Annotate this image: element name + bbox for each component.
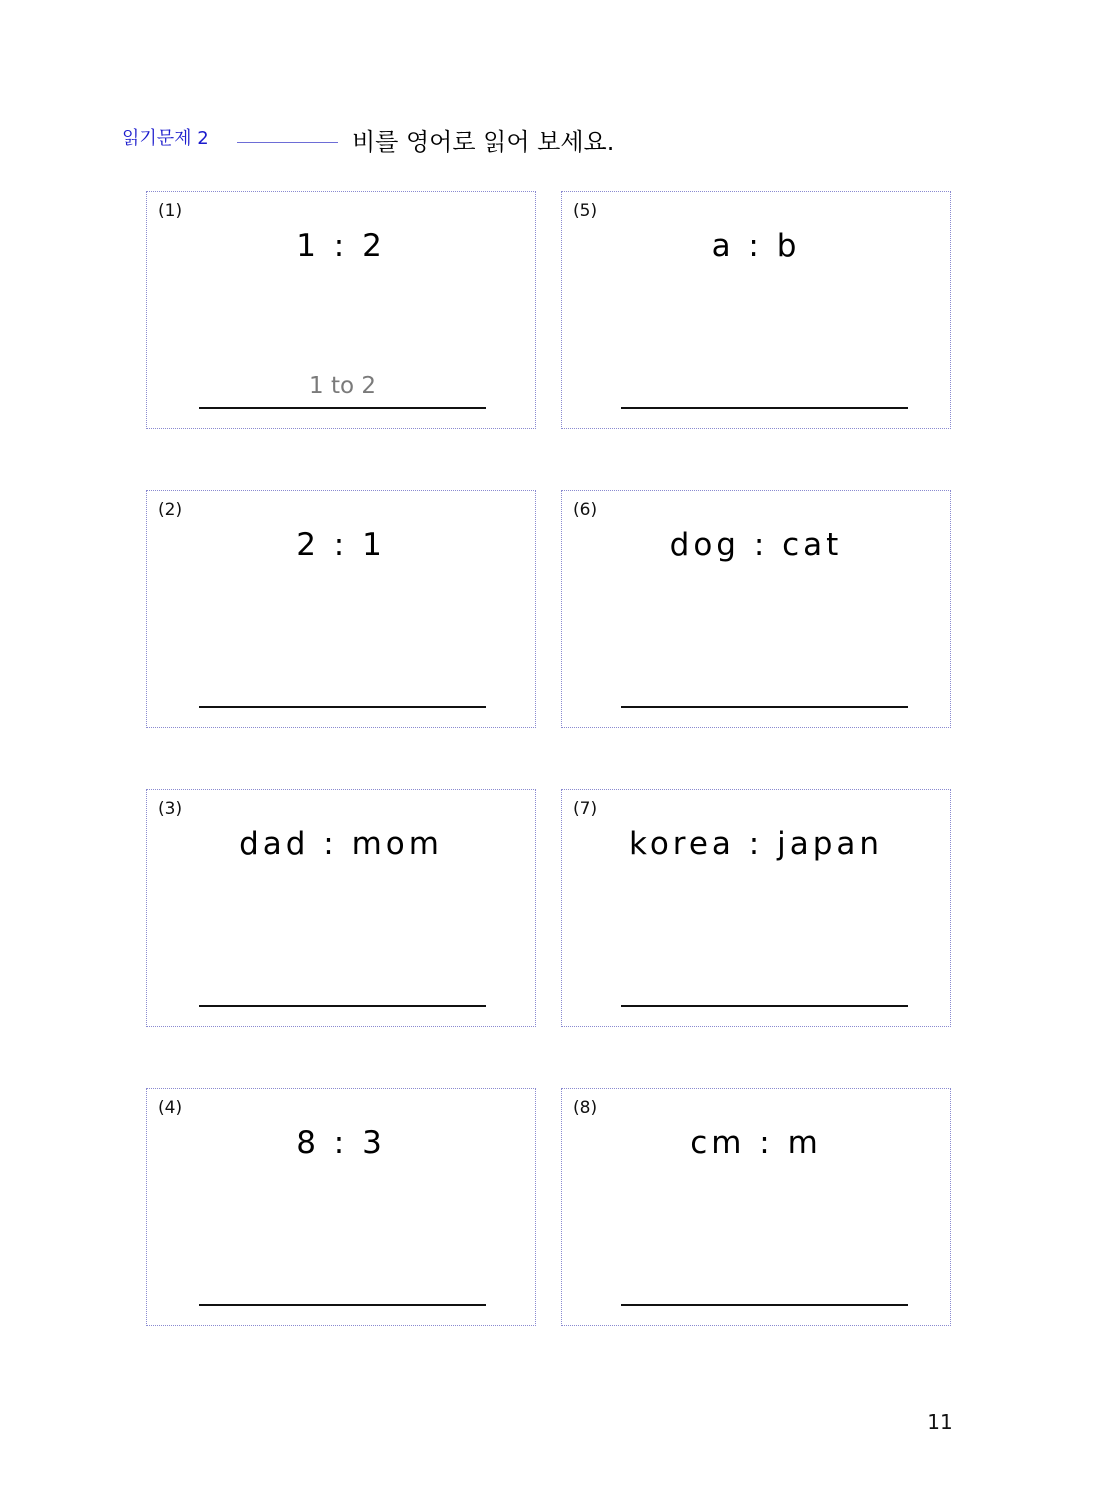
problem-number: (7) <box>573 799 598 819</box>
answer-line[interactable] <box>199 407 486 409</box>
problem-card-6 <box>561 490 951 728</box>
exercise-label: 읽기문제 2 <box>122 128 209 149</box>
problem-number: (5) <box>573 201 598 221</box>
ratio-expression: 8 : 3 <box>296 1125 386 1161</box>
answer-line[interactable] <box>199 1005 486 1007</box>
problem-number: (2) <box>158 500 183 520</box>
answer-line[interactable] <box>199 706 486 708</box>
worksheet-header <box>0 0 1100 180</box>
problem-card-1 <box>146 191 536 429</box>
problem-card-5 <box>561 191 951 429</box>
answer-line[interactable] <box>621 1304 908 1306</box>
problem-number: (4) <box>158 1098 183 1118</box>
page-number: 11 <box>927 1410 953 1434</box>
ratio-expression: a : b <box>711 228 801 264</box>
problem-card-8 <box>561 1088 951 1326</box>
answer-line[interactable] <box>621 706 908 708</box>
ratio-expression: dog : cat <box>669 527 843 563</box>
problem-number: (3) <box>158 799 183 819</box>
problem-card-2 <box>146 490 536 728</box>
header-underline <box>237 142 338 143</box>
answer-line[interactable] <box>621 1005 908 1007</box>
answer-text: 1 to 2 <box>309 373 376 399</box>
problem-card-3 <box>146 789 536 1027</box>
problem-card-4 <box>146 1088 536 1326</box>
problem-number: (8) <box>573 1098 598 1118</box>
problem-number: (6) <box>573 500 598 520</box>
ratio-expression: 2 : 1 <box>296 527 386 563</box>
problem-card-7 <box>561 789 951 1027</box>
answer-line[interactable] <box>621 407 908 409</box>
ratio-expression: korea : japan <box>628 826 884 862</box>
problem-number: (1) <box>158 201 183 221</box>
ratio-expression: cm : m <box>690 1125 822 1161</box>
exercise-instruction: 비를 영어로 읽어 보세요. <box>352 128 615 156</box>
answer-line[interactable] <box>199 1304 486 1306</box>
ratio-expression: 1 : 2 <box>296 228 386 264</box>
ratio-expression: dad : mom <box>239 826 443 862</box>
